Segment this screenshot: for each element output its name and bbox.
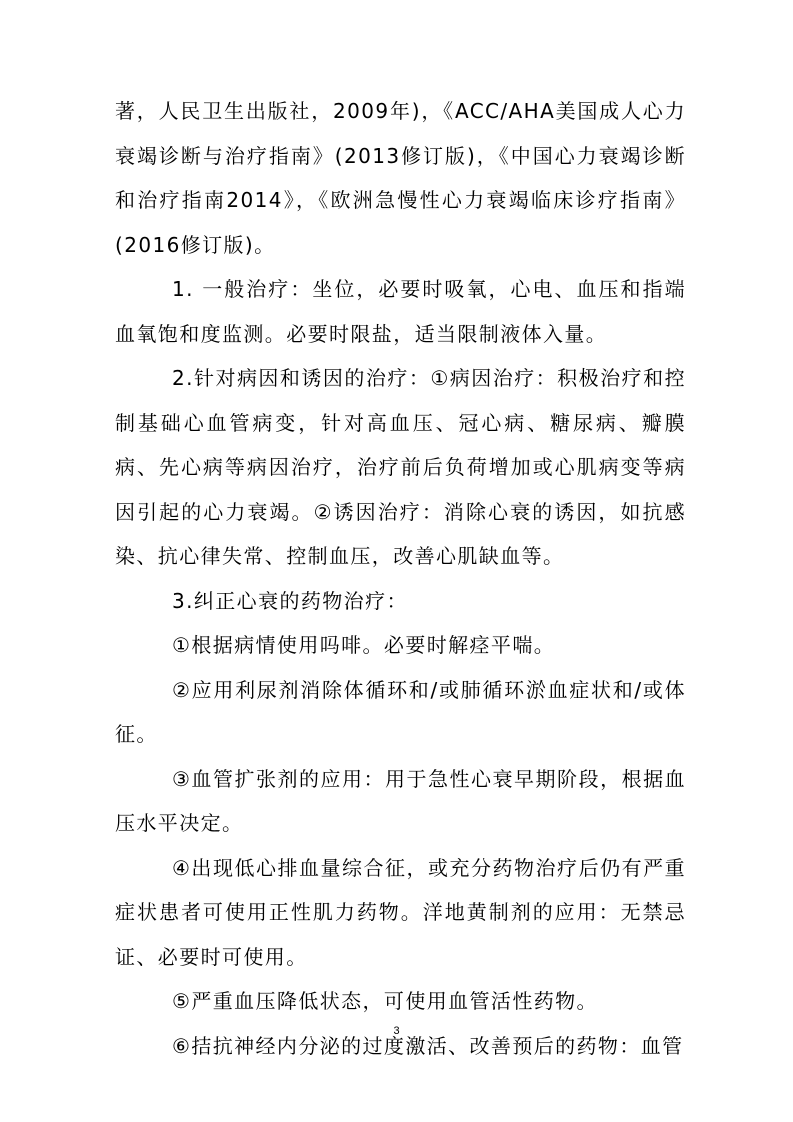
- document-body: [115, 89, 686, 1068]
- paragraph-drug-treatment-heading: 3.纠正心衰的药物治疗：: [172, 588, 408, 613]
- paragraph-item-1: ①根据病情使用吗啡。必要时解痉平喘。: [172, 633, 556, 657]
- paragraph-reference-continuation: 著，人民卫生出版社，2009年)，《ACC/AHA美国成人心力衰竭诊断与治疗指南》(2013修订版)，《中国心力衰竭诊断和治疗指南2014》，《欧洲急慢性心力衰竭临床诊疗指南》(2016修订版)。: [115, 99, 686, 257]
- paragraph-cause-treatment: 2.针对病因和诱因的治疗：①病因治疗：积极治疗和控制基础心血管病变，针对高血压、冠心病、糖尿病、瓣膜病、先心病等病因治疗，治疗前后负荷增加或心肌病变等病因引起的心力衰竭。②诱因治疗：消除心衰的诱因，如抗感染、抗心律失常、控制血压，改善心肌缺血等。: [115, 366, 686, 568]
- paragraph-general-treatment: 1. 一般治疗：坐位，必要时吸氧，心电、血压和指端血氧饱和度监测。必要时限盐，适当限制液体入量。: [115, 277, 686, 346]
- paragraph-item-3: ③血管扩张剂的应用：用于急性心衰早期阶段，根据血压水平决定。: [115, 766, 686, 835]
- page-number: 3: [393, 1025, 400, 1037]
- paragraph-item-4: ④出现低心排血量综合征，或充分药物治疗后仍有严重症状患者可使用正性肌力药物。洋地黄制剂的应用：无禁忌证、必要时可使用。: [115, 855, 686, 969]
- paragraph-item-6: ⑥拮抗神经内分泌的过度激活、改善预后的药物：血管: [172, 1033, 684, 1058]
- paragraph-item-5: ⑤严重血压降低状态，可使用血管活性药物。: [172, 989, 598, 1013]
- paragraph-item-2: ②应用利尿剂消除体循环和/或肺循环淤血症状和/或体征。: [115, 677, 686, 746]
